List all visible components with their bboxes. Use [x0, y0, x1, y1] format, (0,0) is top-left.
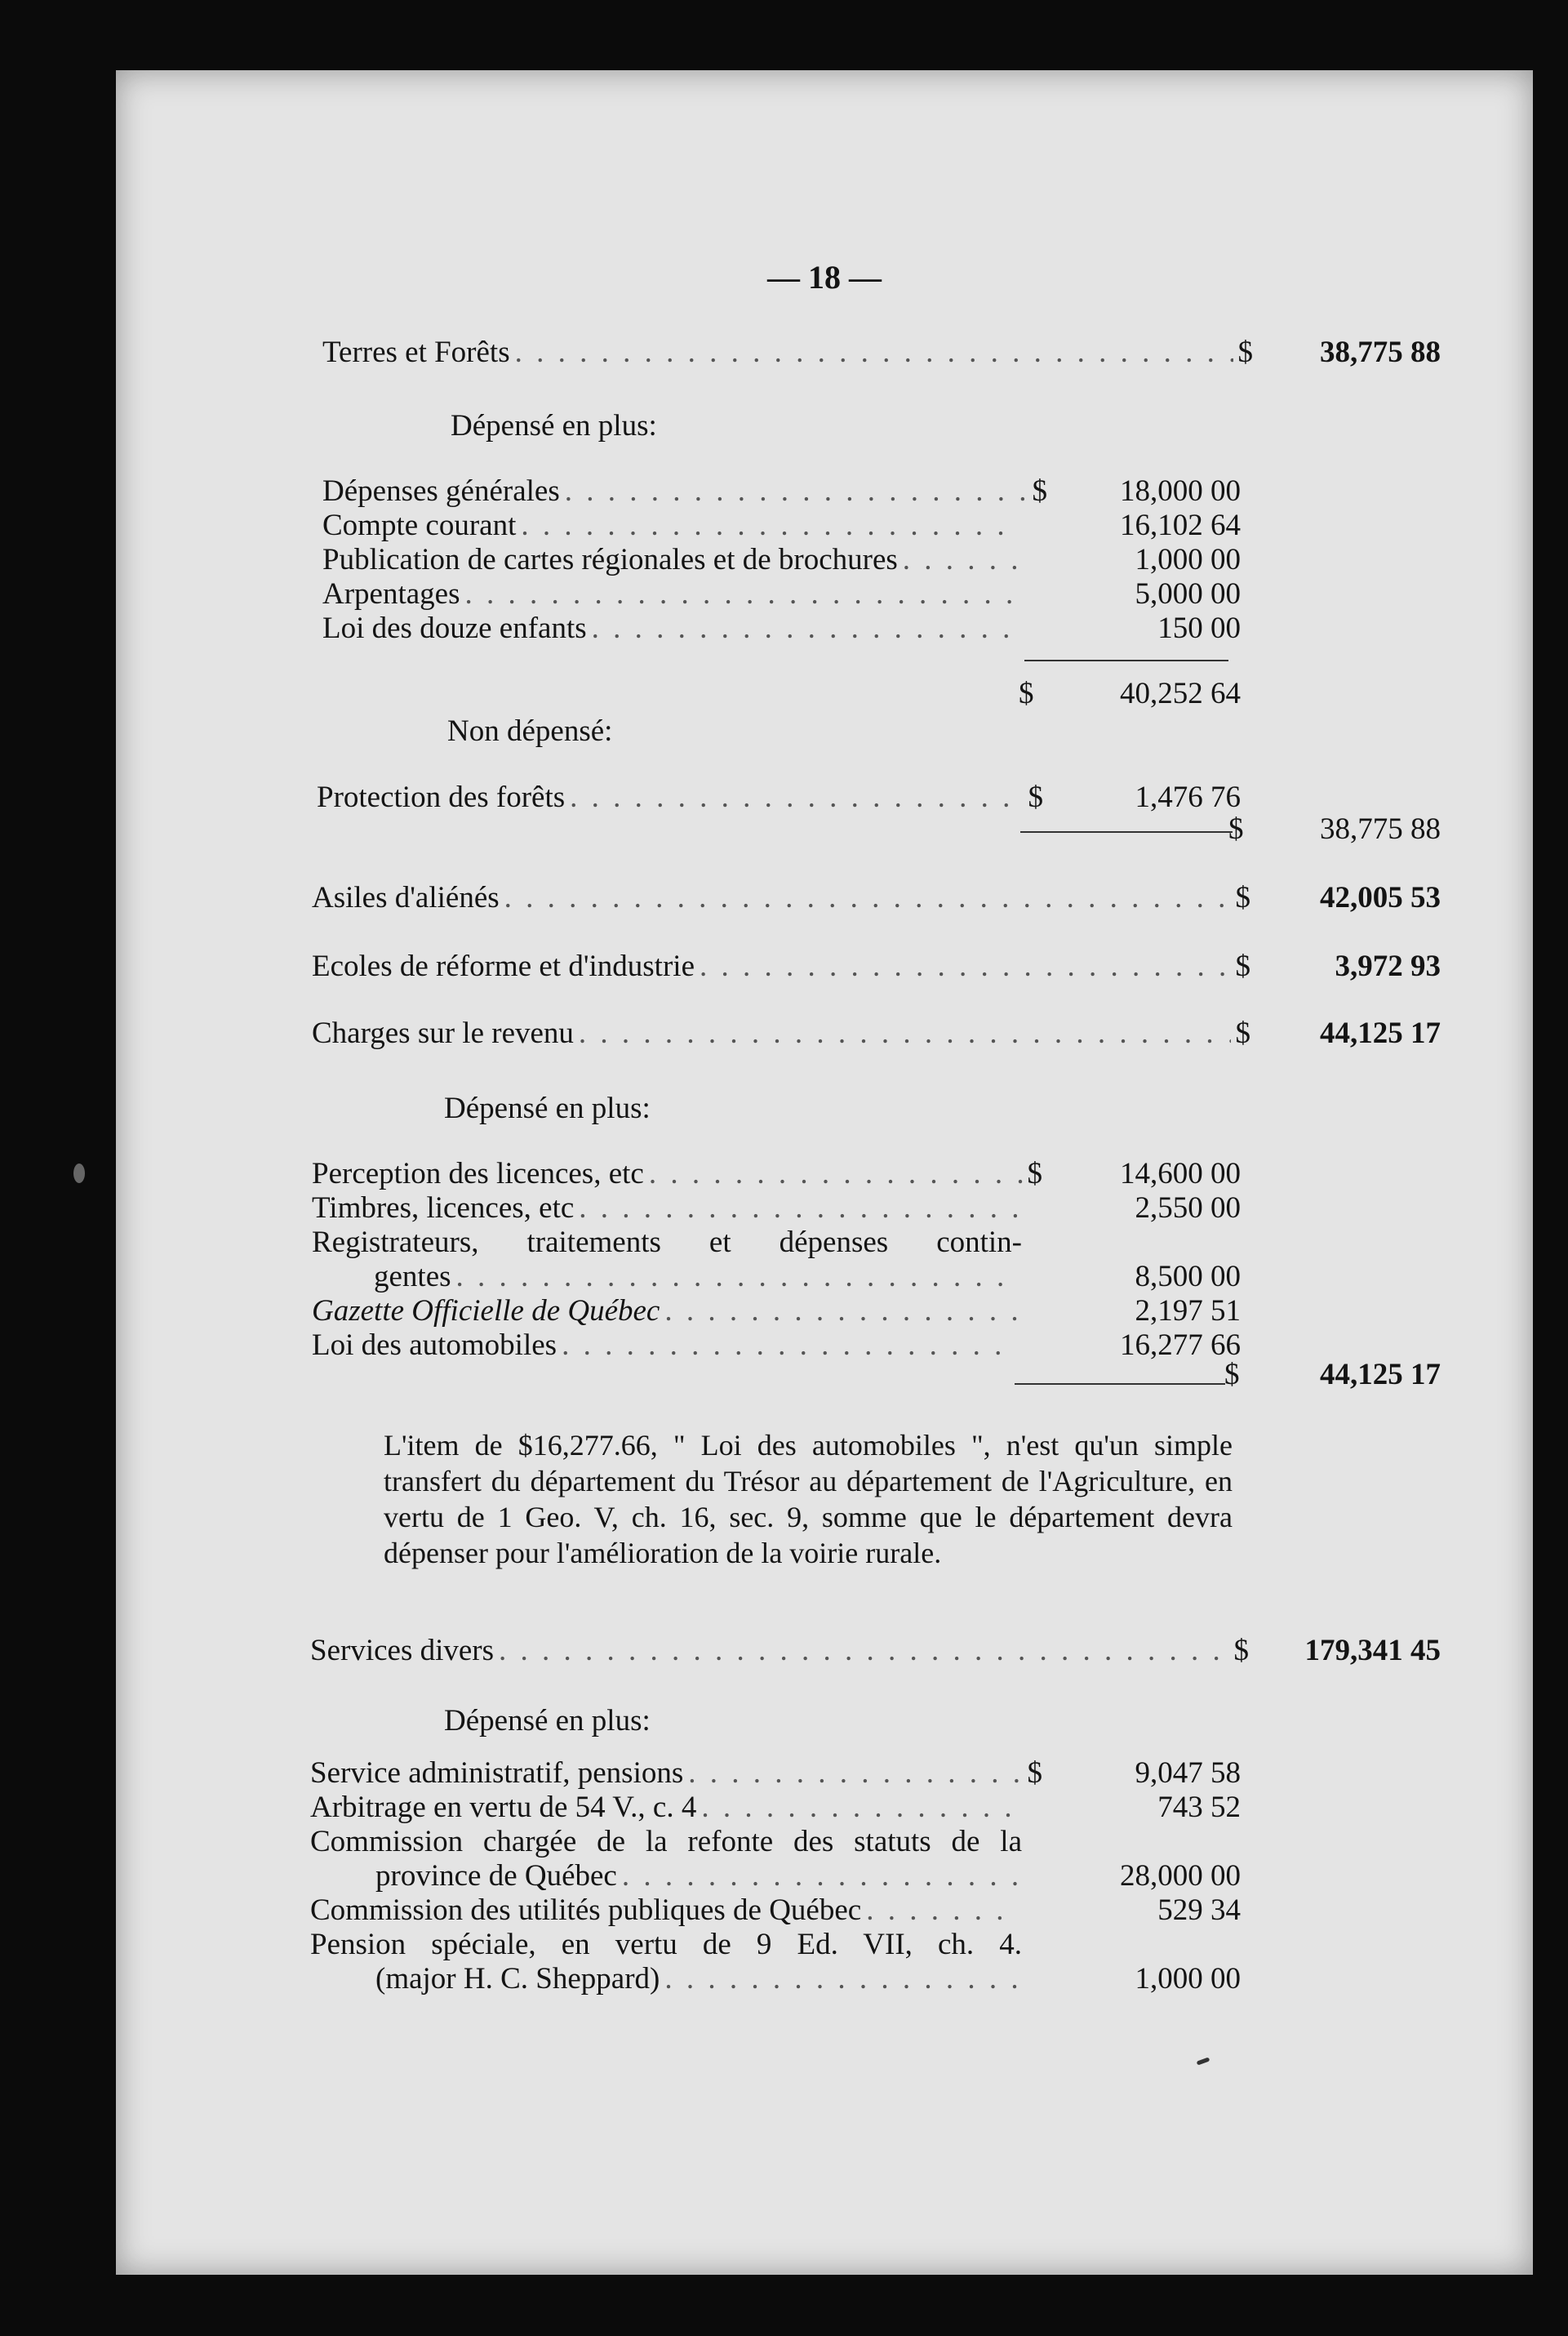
dot-leader	[579, 1190, 1017, 1226]
dollar-sign: $	[1224, 1358, 1240, 1391]
row-protection	[317, 780, 1043, 817]
row-terres	[322, 335, 1253, 372]
dollar-sign: $	[1027, 1157, 1042, 1190]
dot-leader	[701, 1790, 1017, 1825]
item-amount: 2,197 51	[1135, 1294, 1241, 1328]
row-label: Gazette Officielle de Québec	[312, 1294, 660, 1328]
row-label: Publication de cartes régionales et de brochures	[322, 543, 898, 576]
row-label: Arpentages	[322, 577, 460, 611]
dot-leader	[562, 1328, 1017, 1363]
row-item-label: Commission chargée de la refonte des statuts de la	[310, 1825, 1022, 1858]
item-amount: 1,000 00	[1135, 1962, 1241, 1996]
row-label: Terres et Forêts	[322, 336, 510, 369]
item-amount: 743 52	[1157, 1791, 1241, 1824]
row-item	[374, 1259, 1022, 1297]
total-terres-repeat: 38,775 88	[1320, 812, 1441, 846]
scan-speck	[73, 1164, 85, 1183]
total-ecoles: 3,972 93	[1335, 950, 1441, 983]
page-number: — 18 —	[767, 259, 882, 296]
row-label: Loi des douze enfants	[322, 612, 587, 645]
sum-rule	[1020, 831, 1233, 833]
dollar-sign: $	[1032, 474, 1047, 508]
row-label: Loi des automobiles	[312, 1328, 557, 1362]
heading-depense-plus: Dépensé en plus:	[444, 1092, 651, 1125]
row-label: Compte courant	[322, 509, 517, 542]
row-label: Commission des utilités publiques de Québec	[310, 1893, 862, 1927]
dot-leader	[649, 1156, 1023, 1191]
item-amount: 150 00	[1157, 612, 1241, 645]
item-amount: 18,000 00	[1120, 474, 1241, 508]
row-services	[310, 1633, 1249, 1671]
total-asiles: 42,005 53	[1320, 881, 1441, 914]
heading-depense-plus: Dépensé en plus:	[444, 1704, 651, 1738]
item-amount: 1,000 00	[1135, 543, 1241, 576]
dot-leader	[700, 949, 1231, 984]
dot-leader	[521, 508, 1019, 543]
dot-leader	[903, 542, 1019, 577]
row-item-label: Pension spéciale, en vertu de 9 Ed. VII, ch. 4.	[310, 1928, 1022, 1961]
dot-leader	[664, 1293, 1017, 1328]
dollar-sign: $	[1019, 677, 1034, 710]
row-item	[310, 1790, 1022, 1827]
dollar-sign: $	[1233, 1634, 1249, 1667]
row-item	[322, 508, 1024, 545]
dot-leader	[664, 1961, 1017, 1996]
row-label: Timbres, licences, etc	[312, 1191, 575, 1225]
explanatory-note: L'item de $16,277.66, " Loi des automobiles ", n'est qu'un simple transfert du département du Trésor au département de l'Agriculture, en vertu de 1 Geo. V, ch. 16, sec. 9, somme que le département devra dépenser pour l'amélioration de la voirie rurale.	[384, 1429, 1233, 1569]
row-ecoles	[312, 949, 1250, 986]
row-label: Services divers	[310, 1634, 495, 1667]
total-terres: 38,775 88	[1320, 336, 1441, 369]
dollar-sign: $	[1027, 1756, 1042, 1790]
dot-leader	[866, 1893, 1017, 1928]
total-charges-repeat: 44,125 17	[1320, 1358, 1441, 1391]
total-charges: 44,125 17	[1320, 1017, 1441, 1050]
item-amount: 529 34	[1157, 1893, 1241, 1927]
sum-rule	[1015, 1383, 1225, 1385]
sum-rule	[1024, 660, 1228, 661]
row-item	[375, 1858, 1022, 1896]
row-item	[312, 1156, 1042, 1194]
row-label: Ecoles de réforme et d'industrie	[312, 950, 695, 983]
row-label: (major H. C. Sheppard)	[375, 1962, 660, 1996]
row-item	[310, 1893, 1022, 1930]
item-amount: 16,102 64	[1120, 509, 1241, 542]
dot-leader	[456, 1259, 1017, 1294]
subtotal-terres: 40,252 64	[1120, 677, 1241, 710]
dollar-sign: $	[1028, 781, 1043, 814]
dollar-sign: $	[1235, 950, 1250, 983]
heading-non-depense: Non dépensé:	[447, 714, 613, 748]
total-services: 179,341 45	[1304, 1634, 1441, 1667]
row-label: Arbitrage en vertu de 54 V., c. 4	[310, 1791, 697, 1824]
dot-leader	[579, 1016, 1231, 1051]
row-label: gentes	[374, 1260, 451, 1293]
dot-leader	[504, 880, 1231, 915]
dollar-sign: $	[1228, 812, 1244, 846]
row-label: Protection des forêts	[317, 781, 566, 814]
row-item-label: Registrateurs, traitements et dépenses contin-	[312, 1226, 1022, 1259]
dot-leader	[592, 611, 1019, 646]
row-item	[310, 1755, 1042, 1793]
dot-leader	[499, 1633, 1228, 1668]
item-amount: 16,277 66	[1120, 1328, 1241, 1362]
dot-leader	[515, 335, 1233, 370]
dot-leader	[622, 1858, 1017, 1893]
row-label: Dépenses générales	[322, 474, 560, 508]
row-label: Service administratif, pensions	[310, 1756, 684, 1790]
row-item	[322, 611, 1024, 648]
item-amount: 14,600 00	[1120, 1157, 1241, 1190]
dot-leader	[465, 576, 1020, 612]
row-label: Perception des licences, etc	[312, 1157, 644, 1190]
item-amount: 28,000 00	[1120, 1859, 1241, 1893]
dollar-sign: $	[1237, 336, 1253, 369]
dot-leader	[565, 474, 1028, 509]
dollar-sign: $	[1235, 881, 1250, 914]
row-item	[375, 1961, 1022, 1999]
dot-leader	[688, 1755, 1022, 1791]
item-amount: 1,476 76	[1135, 781, 1241, 814]
row-item	[322, 576, 1024, 614]
row-item	[322, 542, 1024, 580]
row-charges	[312, 1016, 1250, 1053]
heading-depense-plus: Dépensé en plus:	[451, 409, 657, 443]
row-item	[312, 1190, 1022, 1228]
row-label: province de Québec	[375, 1859, 617, 1893]
dollar-sign: $	[1235, 1017, 1250, 1050]
row-item	[322, 474, 1047, 511]
item-amount: 9,047 58	[1135, 1756, 1241, 1790]
item-amount: 8,500 00	[1135, 1260, 1241, 1293]
dot-leader	[570, 780, 1023, 815]
row-item	[312, 1328, 1022, 1365]
row-label: Asiles d'aliénés	[312, 881, 500, 914]
row-label: Charges sur le revenu	[312, 1017, 574, 1050]
row-asiles	[312, 880, 1250, 918]
item-amount: 2,550 00	[1135, 1191, 1241, 1225]
item-amount: 5,000 00	[1135, 577, 1241, 611]
row-item	[312, 1293, 1022, 1331]
